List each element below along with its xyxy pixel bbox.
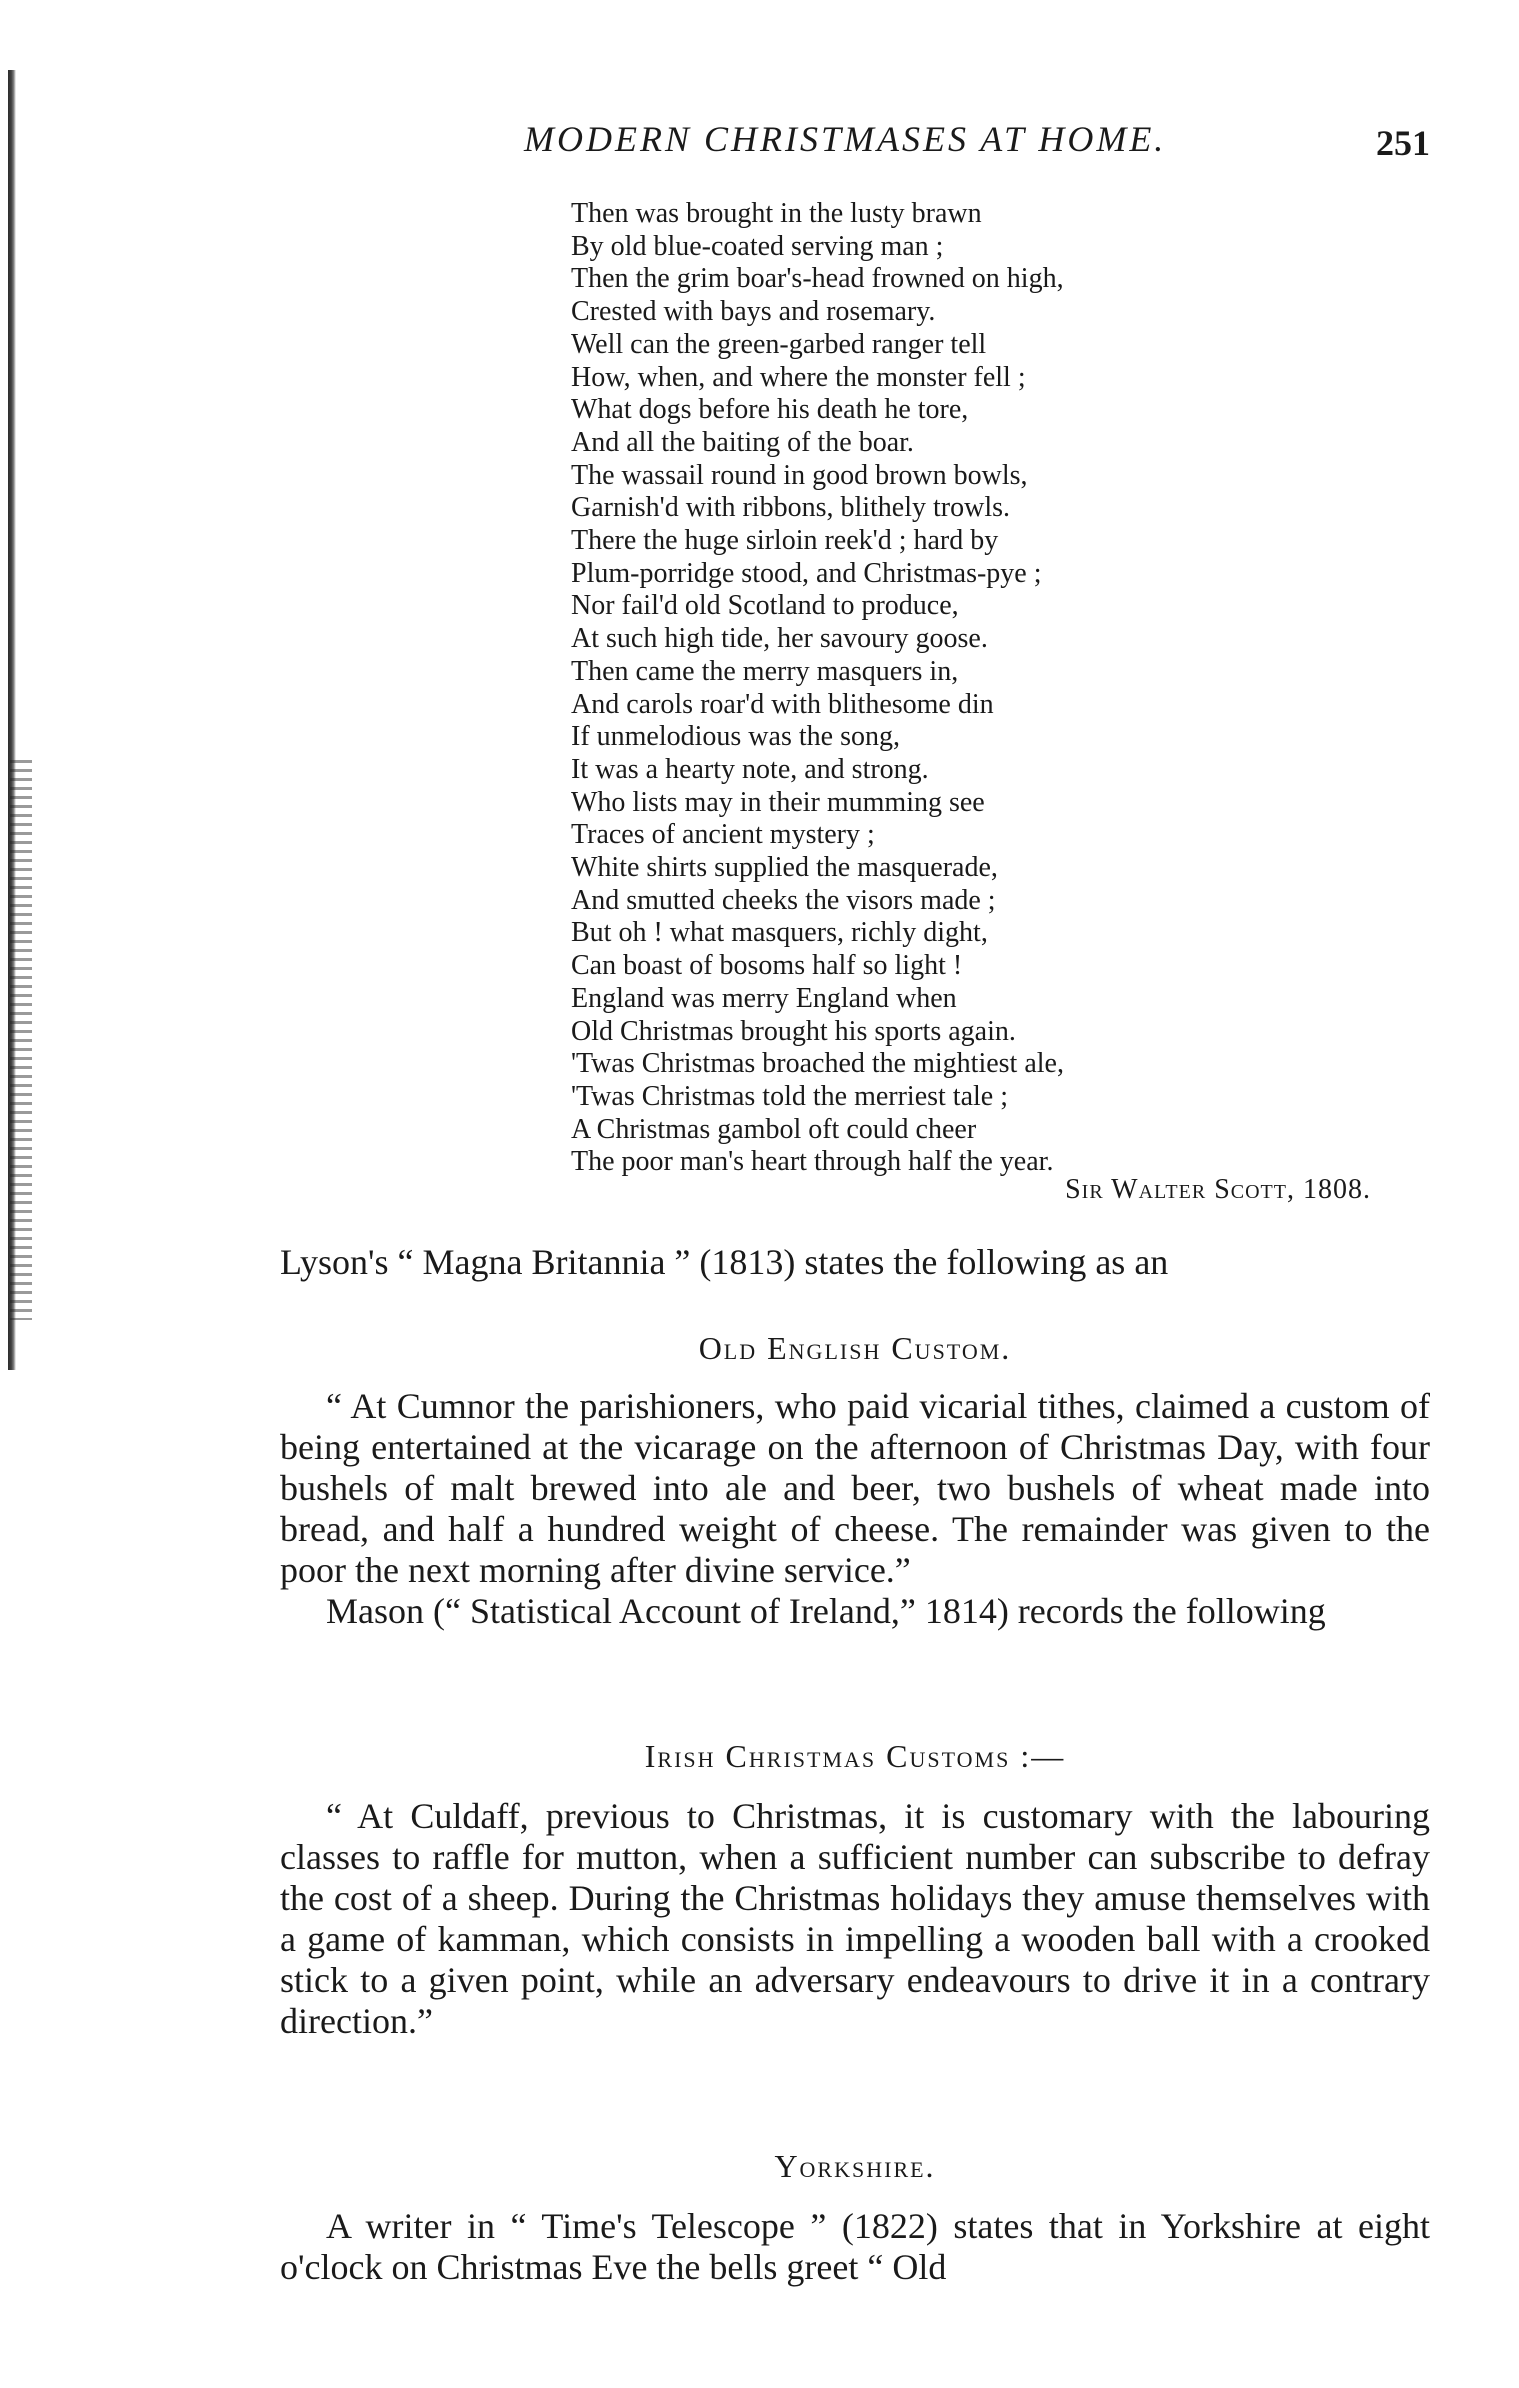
poem-line: Well can the green-garbed ranger tell xyxy=(571,328,987,360)
poem-line: How, when, and where the monster fell ; xyxy=(571,361,1026,393)
culdaff-text: “ At Culdaff, previous to Christmas, it is customary with the labouring classes to raffle for mutton, when a sufficient number can subscribe to defray the cost of a sheep. During the Christmas holidays they amuse themselves with a game of kamman, which consists in impelling a wooden ball with a crooked stick to a given point, while an adversary endeavours to drive it in a contrary direction.” xyxy=(280,1796,1430,2041)
intro-lysons-text: Lyson's “ Magna Britannia ” (1813) states the following as an xyxy=(280,1242,1169,1282)
poem-line: England was merry England when xyxy=(571,982,957,1014)
poem-line: Then was brought in the lusty brawn xyxy=(571,198,982,229)
poem-attribution: Sir Walter Scott, 1808. xyxy=(1065,1174,1371,1205)
cumnor-text: “ At Cumnor the parishioners, who paid vicarial tithes, claimed a custom of being entertained at the vicarage on the afternoon of Christmas Day, with four bushels of malt brewed into ale and beer, two bushels of wheat made into bread, and half a hundred weight of cheese. The remainder was given to the poor the next morning after divine service.” xyxy=(280,1386,1430,1590)
yorkshire-text: A writer in “ Time's Telescope ” (1822) states that in Yorkshire at eight o'clock on Christmas Eve the bells greet “ Old xyxy=(280,2206,1430,2287)
poem-line: There the huge sirloin reek'd ; hard by xyxy=(571,525,999,557)
poem-line: Old Christmas brought his sports again. xyxy=(571,1015,1016,1047)
poem-line: Plum-porridge stood, and Christmas-pye ; xyxy=(571,557,1042,589)
yorkshire-paragraph xyxy=(280,2206,1430,2288)
poem-line: Nor fail'd old Scotland to produce, xyxy=(571,590,959,622)
poem-line: Garnish'd with ribbons, blithely trowls. xyxy=(571,492,1011,524)
poem-line: 'Twas Christmas broached the mightiest ale, xyxy=(571,1048,1064,1080)
poem-line: And all the baiting of the boar. xyxy=(571,426,914,458)
mason-text: Mason (“ Statistical Account of Ireland,” 1814) records the following xyxy=(326,1591,1326,1631)
poem-line: Can boast of bosoms half so light ! xyxy=(571,950,963,982)
poem-line: But oh ! what masquers, richly dight, xyxy=(571,917,988,949)
poem-block xyxy=(571,198,1391,1179)
poem-line: The wassail round in good brown bowls, xyxy=(571,459,1028,491)
poem-line: And smutted cheeks the visors made ; xyxy=(571,884,996,916)
poem-line: What dogs before his death he tore, xyxy=(571,394,969,426)
intro-lysons-paragraph xyxy=(280,1242,1430,1283)
poem-line: A Christmas gambol oft could cheer xyxy=(571,1113,977,1145)
poem-line: Then came the merry masquers in, xyxy=(571,655,959,687)
page-header xyxy=(280,118,1430,168)
poem-line: At such high tide, her savoury goose. xyxy=(571,623,988,655)
page-number: 251 xyxy=(1376,123,1430,163)
poem-line: The poor man's heart through half the year. xyxy=(571,1146,1054,1178)
heading-yorkshire: Yorkshire. xyxy=(774,2148,936,2184)
poem-line: It was a hearty note, and strong. xyxy=(571,753,929,785)
running-head: MODERN CHRISTMASES AT HOME. xyxy=(524,119,1167,159)
poem-line: Who lists may in their mumming see xyxy=(571,786,985,818)
cumnor-paragraph xyxy=(280,1386,1430,1632)
culdaff-paragraph xyxy=(280,1796,1430,2042)
poem-line: Crested with bays and rosemary. xyxy=(571,296,936,328)
poem-line: Traces of ancient mystery ; xyxy=(571,819,875,851)
poem-line: White shirts supplied the masquerade, xyxy=(571,852,998,884)
poem-line: By old blue-coated serving man ; xyxy=(571,230,944,262)
heading-irish-christmas-customs: Irish Christmas Customs :— xyxy=(644,1738,1066,1774)
poem-line: Then the grim boar's-head frowned on high, xyxy=(571,263,1064,295)
page-binding-shadow xyxy=(10,760,32,1320)
poem-line: 'Twas Christmas told the merriest tale ; xyxy=(571,1080,1008,1112)
poem-line: And carols roar'd with blithesome din xyxy=(571,688,994,720)
poem-line: If unmelodious was the song, xyxy=(571,721,900,753)
heading-old-english-custom: Old English Custom. xyxy=(698,1330,1012,1366)
